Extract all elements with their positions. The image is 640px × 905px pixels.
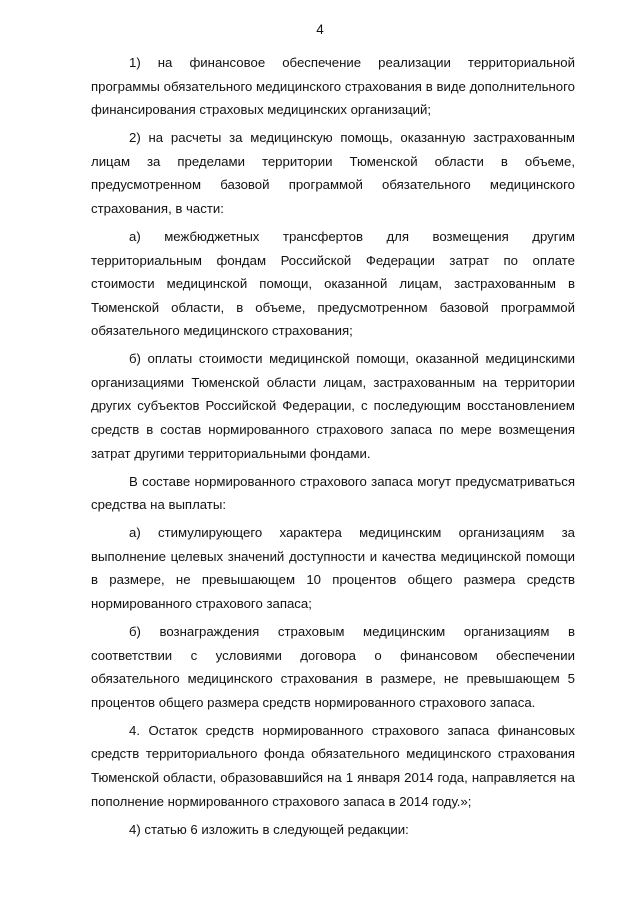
paragraph-item-1: 1) на финансовое обеспечение реализации территориальной программы обязательного медицинского страхования в виде дополнительного финансирования страховых медицинских организаций; — [91, 55, 575, 118]
paragraph-payment-a: а) стимулирующего характера медицинским организациям за выполнение целевых значений доступности и качества медицинской помощи в размере, не превышающем 10 процентов общего размера средств нормированного страхового запаса; — [91, 525, 575, 612]
page-number: 4 — [316, 22, 324, 37]
paragraph-payment-b: б) вознаграждения страховым медицинским организациям в соответствии с условиями договора о финансовом обеспечении обязательного медицинского страхования в размере, не превышающем 5 процентов общего размера средств нормированного страхового запаса. — [91, 624, 575, 710]
paragraph-item-2: 2) на расчеты за медицинскую помощь, оказанную застрахованным лицам за пределами территории Тюменской области в объеме, предусмотренном базовой программой обязательного медицинского страхования, в части: — [91, 130, 575, 216]
paragraph-subitem-b: б) оплаты стоимости медицинской помощи, оказанной медицинскими организациями Тюменской области лицам, застрахованным на территории других субъектов Российской Федерации, с последующим восстановлением средств в состав нормированного страхового запаса по мере возмещения затрат другими территориальными фондами. — [91, 351, 575, 461]
paragraph-subitem-a: а) межбюджетных трансфертов для возмещения другим территориальным фондам Российской Федерации затрат по оплате стоимости медицинской помощи, оказанной лицам, застрахованным в Тюменской области, в объеме, предусмотренном базовой программой обязательного медицинского страхования; — [91, 228, 575, 339]
paragraph-article-6: 4) статью 6 изложить в следующей редакции: — [129, 821, 409, 837]
paragraph-clause-4: 4. Остаток средств нормированного страхового запаса финансовых средств территориального фонда обязательного медицинского страхования Тюменской области, образовавшийся на 1 января 2014 года, направляется на пополнение нормированного страхового запаса в 2014 году.»; — [91, 722, 575, 809]
paragraph-reserve-payments: В составе нормированного страхового запаса могут предусматриваться средства на выплаты: — [91, 473, 575, 513]
document-body — [91, 51, 575, 846]
